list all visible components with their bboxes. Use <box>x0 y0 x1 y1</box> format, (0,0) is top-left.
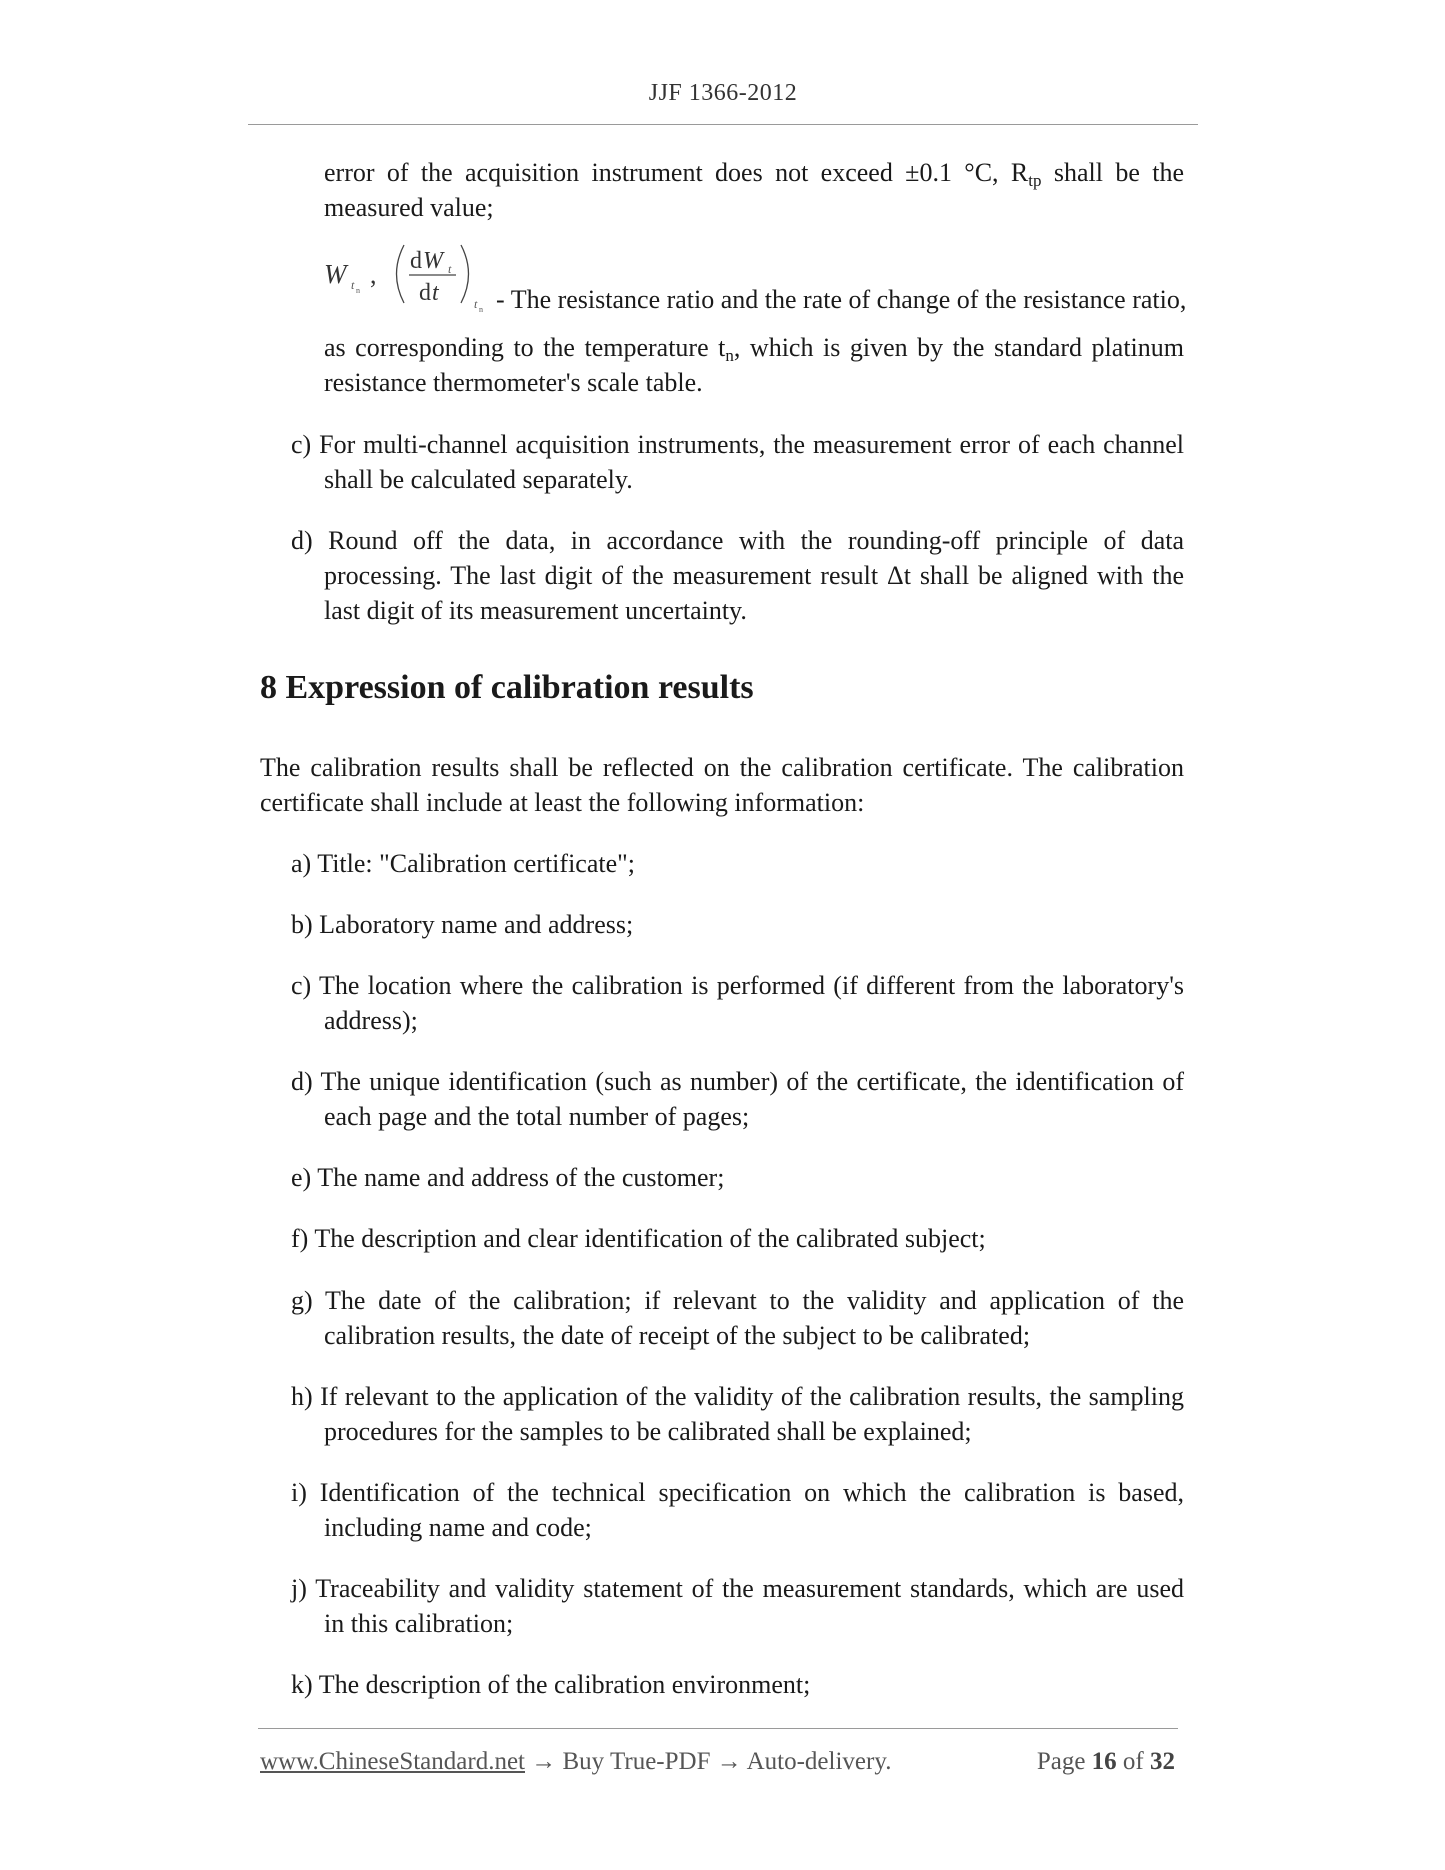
document-code-header: JJF 1366-2012 <box>648 80 798 106</box>
formula-numerator-w: W <box>423 248 443 274</box>
list-item: a) Title: "Calibration certificate"; <box>291 849 635 878</box>
p1-text-pre: error of the acquisition instrument does not exceed ±0.1 °C, R <box>324 158 1029 187</box>
p1-subscript: tp <box>1028 171 1042 190</box>
list-item-d-round-off: d) Round off the data, in accordance with the rounding-off principle of data processing. The last digit of the measurement result Δt shall be aligned with the last digit of its measurement uncertainty. <box>291 526 1184 625</box>
arrow-icon: → <box>525 1748 563 1775</box>
formula-numerator-sub-t: t <box>448 262 452 276</box>
buy-pdf-text: Buy True-PDF <box>562 1748 711 1775</box>
list-item: c) The location where the calibration is performed (if different from the laboratory's address); <box>291 971 1184 1035</box>
list-item: d) The unique identification (such as number) of the certificate, the identification of each page and the total number of pages; <box>291 1067 1184 1131</box>
formula-denominator-d: d <box>419 280 431 306</box>
page-indicator <box>1037 1748 1175 1776</box>
formula-right-paren <box>461 245 469 303</box>
footer-divider <box>258 1728 1178 1729</box>
formula-denominator-t: t <box>432 280 439 306</box>
formula-description: - The resistance ratio and the rate of change of the resistance ratio, <box>496 285 1187 314</box>
continuation-paragraph-2 <box>324 330 1184 400</box>
p1-text-post: shall be the measured value; <box>324 158 1184 222</box>
list-item: e) The name and address of the customer; <box>291 1163 725 1192</box>
site-link[interactable]: www.ChineseStandard.net <box>260 1748 525 1775</box>
list-item: j) Traceability and validity statement of the measurement standards, which are used in this calibration; <box>291 1574 1184 1638</box>
total-pages: 32 <box>1150 1748 1175 1775</box>
p2-text-post: , which is given by the standard platinum resistance thermometer's scale table. <box>324 333 1184 397</box>
resistance-ratio-formula <box>324 240 494 320</box>
p2-subscript: n <box>725 346 734 365</box>
formula-numerator-d: d <box>410 248 422 274</box>
list-item-c-multichannel: c) For multi-channel acquisition instruments, the measurement error of each channel shall be calculated separately. <box>291 430 1184 494</box>
list-item: h) If relevant to the application of the validity of the calibration results, the sampling procedures for the samples to be calibrated shall be explained; <box>291 1382 1184 1446</box>
page-label: Page <box>1036 1748 1092 1775</box>
formula-outer-subscript-t: t <box>474 297 478 311</box>
section-8-heading: 8 Expression of calibration results <box>260 669 754 706</box>
formula-row <box>324 240 1204 320</box>
formula-w-subscript-t: t <box>351 278 355 292</box>
of-label: of <box>1116 1748 1150 1775</box>
arrow-icon: → <box>710 1748 747 1775</box>
header-divider <box>248 124 1198 125</box>
formula-outer-subscript-n: n <box>479 305 483 314</box>
list-item: g) The date of the calibration; if relevant to the validity and application of the calibration results, the date of receipt of the subject to be calibrated; <box>291 1286 1184 1350</box>
formula-w-symbol: W <box>324 259 347 289</box>
list-item: k) The description of the calibration environment; <box>291 1670 811 1699</box>
list-item: i) Identification of the technical specification on which the calibration is based, including name and code; <box>291 1478 1184 1542</box>
auto-delivery-text: Auto-delivery. <box>746 1748 892 1775</box>
p2-text-pre: as corresponding to the temperature t <box>324 333 726 362</box>
formula-comma: , <box>370 260 377 289</box>
formula-left-paren <box>397 245 405 303</box>
formula-w-subscript-n: n <box>356 286 360 295</box>
continuation-paragraph-1 <box>324 155 1184 225</box>
footer-promo <box>260 1748 891 1776</box>
section-8-intro: The calibration results shall be reflected on the calibration certificate. The calibration certificate shall include at least the following information: <box>260 753 1184 817</box>
page-number: 16 <box>1091 1748 1117 1775</box>
list-item: f) The description and clear identification of the calibrated subject; <box>291 1224 986 1253</box>
list-item: b) Laboratory name and address; <box>291 910 634 939</box>
